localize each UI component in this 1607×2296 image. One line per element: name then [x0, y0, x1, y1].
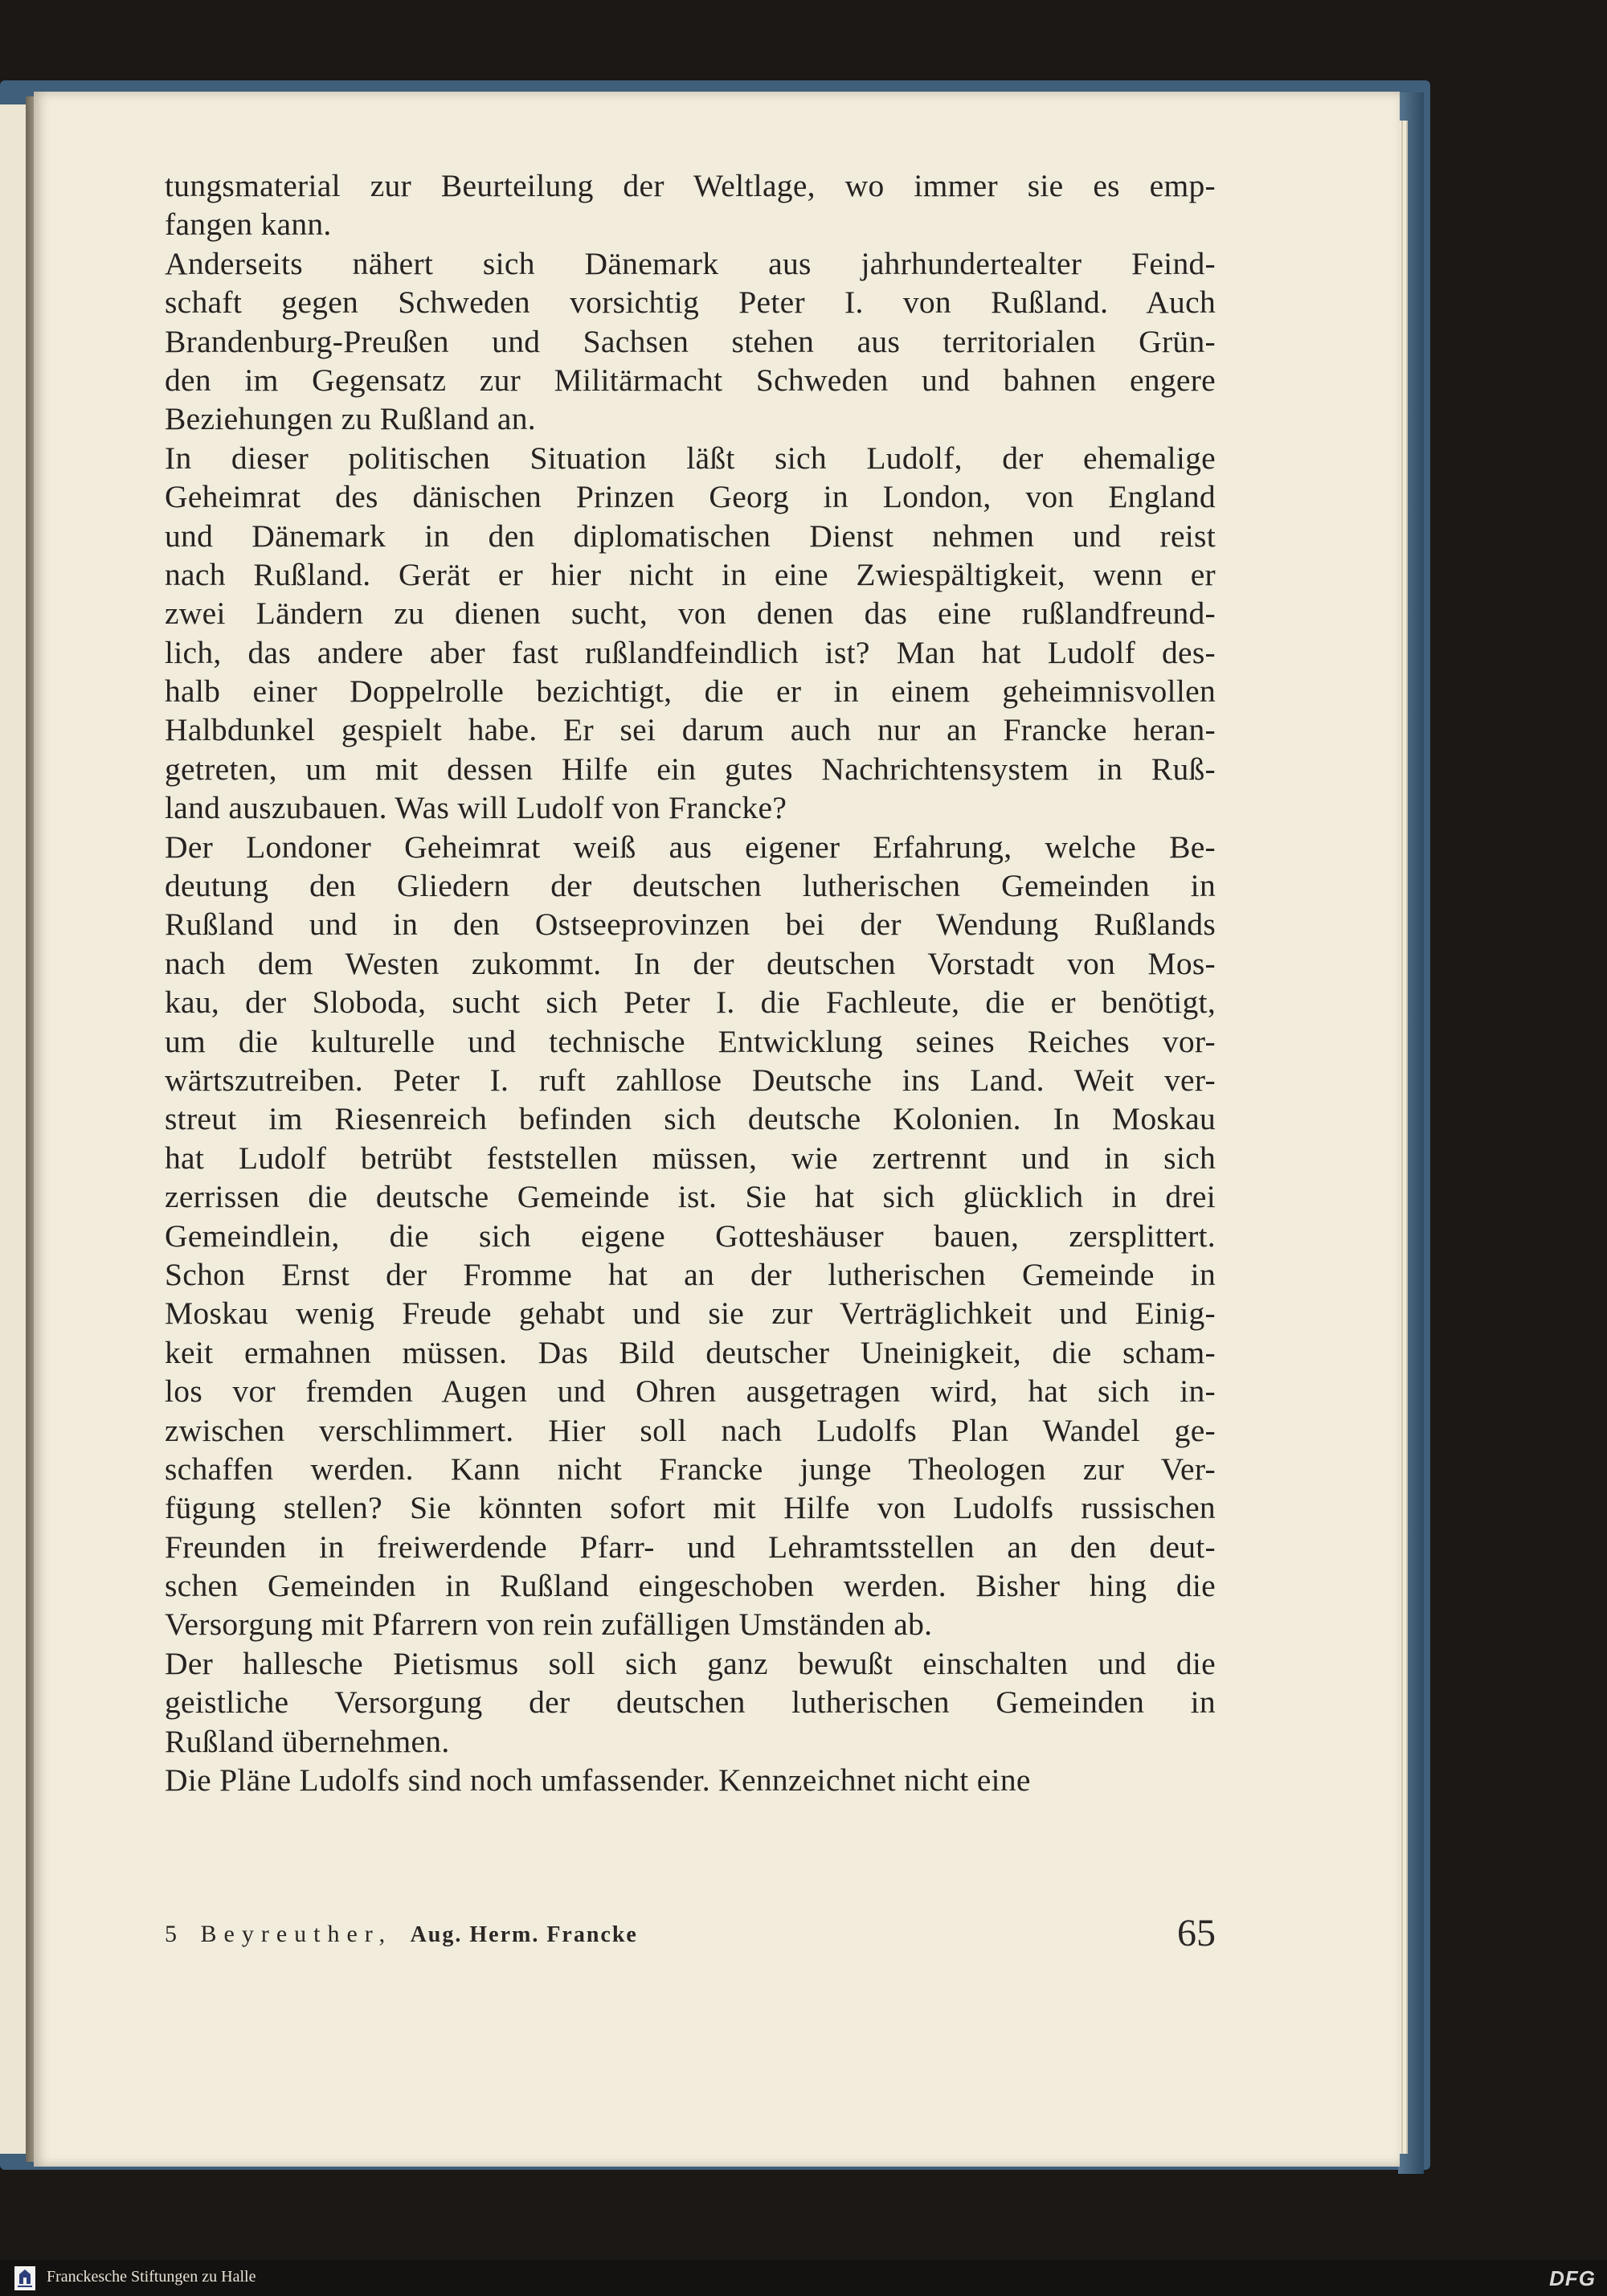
text-line: geistliche Versorgung der deutschen lutherischen Gemeinden in	[165, 1684, 1216, 1721]
text-line: schaffen werden. Kann nicht Francke junge Theologen zur Ver-	[165, 1451, 1216, 1487]
text-line: Brandenburg-Preußen und Sachsen stehen aus territorialen Grün-	[165, 323, 1216, 359]
institution-logo-icon	[14, 2266, 35, 2290]
text-line: kau, der Sloboda, sucht sich Peter I. die Fachleute, die er benötigt,	[165, 984, 1216, 1021]
text-line: Moskau wenig Freude gehabt und sie zur Verträglichkeit und Einig-	[165, 1295, 1216, 1332]
viewer-footer-bar	[0, 2260, 1607, 2296]
text-line: den im Gegensatz zur Militärmacht Schweden und bahnen engere	[165, 362, 1216, 398]
text-line: Anderseits nähert sich Dänemark aus jahrhundertealter Feind-	[165, 245, 1216, 281]
signature-mark	[165, 1921, 638, 1948]
text-line: In dieser politischen Situation läßt sich Ludolf, der ehemalige	[165, 440, 1216, 476]
text-line: Rußland und in den Ostseeprovinzen bei der Wendung Rußlands	[165, 907, 1216, 943]
text-line: und Dänemark in den diplomatischen Dienst nehmen und reist	[165, 518, 1216, 554]
body-text	[165, 166, 1216, 1799]
text-line: land auszubauen. Was will Ludolf von Francke?	[165, 790, 787, 826]
text-line: nach dem Westen zukommt. In der deutschen Vorstadt von Mos-	[165, 945, 1216, 981]
text-line: tungsmaterial zur Beurteilung der Weltlage, wo immer sie es emp-	[165, 168, 1216, 203]
text-line: halb einer Doppelrolle bezichtigt, die er in einem geheimnisvollen	[165, 673, 1216, 710]
page-number: 65	[1177, 1912, 1216, 1954]
text-line: fügung stellen? Sie könnten sofort mit Hilfe von Ludolfs russischen	[165, 1490, 1216, 1526]
text-line: keit ermahnen müssen. Das Bild deutscher Uneinigkeit, die scham-	[165, 1334, 1216, 1370]
signature-number: 5	[165, 1921, 181, 1947]
text-line: Gemeindlein, die sich eigene Gotteshäuser bauen, zersplittert.	[165, 1218, 1216, 1254]
signature-title: Aug. Herm. Francke	[410, 1922, 638, 1947]
text-line: Geheimrat des dänischen Prinzen Georg in London, von England	[165, 479, 1216, 515]
text-line: Schon Ernst der Fromme hat an der lutherischen Gemeinde in	[165, 1256, 1216, 1292]
text-line: Halbdunkel gespielt habe. Er sei darum auch nur an Francke heran-	[165, 712, 1216, 748]
text-line: streut im Riesenreich befinden sich deutsche Kolonien. In Moskau	[165, 1101, 1216, 1137]
text-line: wärtszutreiben. Peter I. ruft zahllose Deutsche ins Land. Weit ver-	[165, 1062, 1216, 1098]
text-line: um die kulturelle und technische Entwicklung seines Reiches vor-	[165, 1023, 1216, 1059]
text-line: Der Londoner Geheimrat weiß aus eigener Erfahrung, welche Be-	[165, 829, 1216, 865]
institution-name: Franckesche Stiftungen zu Halle	[47, 2268, 256, 2286]
dfg-logo: DFG	[1549, 2266, 1596, 2290]
text-line: nach Rußland. Gerät er hier nicht in eine Zwiespältigkeit, wenn er	[165, 556, 1216, 592]
text-line: zwischen verschlimmert. Hier soll nach Ludolfs Plan Wandel ge-	[165, 1412, 1216, 1448]
text-line: fangen kann.	[165, 207, 332, 243]
text-line: Die Pläne Ludolfs sind noch umfassender. Kennzeichnet nicht eine	[165, 1762, 1031, 1799]
text-line: los vor fremden Augen und Ohren ausgetragen wird, hat sich in-	[165, 1373, 1216, 1410]
text-line: zerrissen die deutsche Gemeinde ist. Sie hat sich glücklich in drei	[165, 1179, 1216, 1215]
text-line: Der hallesche Pietismus soll sich ganz bewußt einschalten und die	[165, 1645, 1216, 1681]
text-line: hat Ludolf betrübt feststellen müssen, wie zertrennt und in sich	[165, 1140, 1216, 1176]
text-line: lich, das andere aber fast rußlandfeindlich ist? Man hat Ludolf des-	[165, 634, 1216, 670]
text-line: getreten, um mit dessen Hilfe ein gutes Nachrichtensystem in Ruß-	[165, 751, 1216, 787]
text-line: schen Gemeinden in Rußland eingeschoben werden. Bisher hing die	[165, 1568, 1216, 1604]
signature-author: Beyreuther,	[200, 1921, 393, 1947]
page-footer	[165, 1911, 1216, 1956]
text-line: deutung den Gliedern der deutschen lutherischen Gemeinden in	[165, 868, 1216, 904]
text-line: Versorgung mit Pfarrern von rein zufälligen Umständen ab.	[165, 1606, 933, 1643]
text-line: Beziehungen zu Rußland an.	[165, 401, 536, 437]
text-line: zwei Ländern zu dienen sucht, von denen das eine rußlandfreund-	[165, 595, 1216, 632]
text-line: Freunden in freiwerdende Pfarr- und Lehramtsstellen an den deut-	[165, 1529, 1216, 1565]
text-line: schaft gegen Schweden vorsichtig Peter I. von Rußland. Auch	[165, 284, 1216, 321]
text-line: Rußland übernehmen.	[165, 1723, 450, 1759]
